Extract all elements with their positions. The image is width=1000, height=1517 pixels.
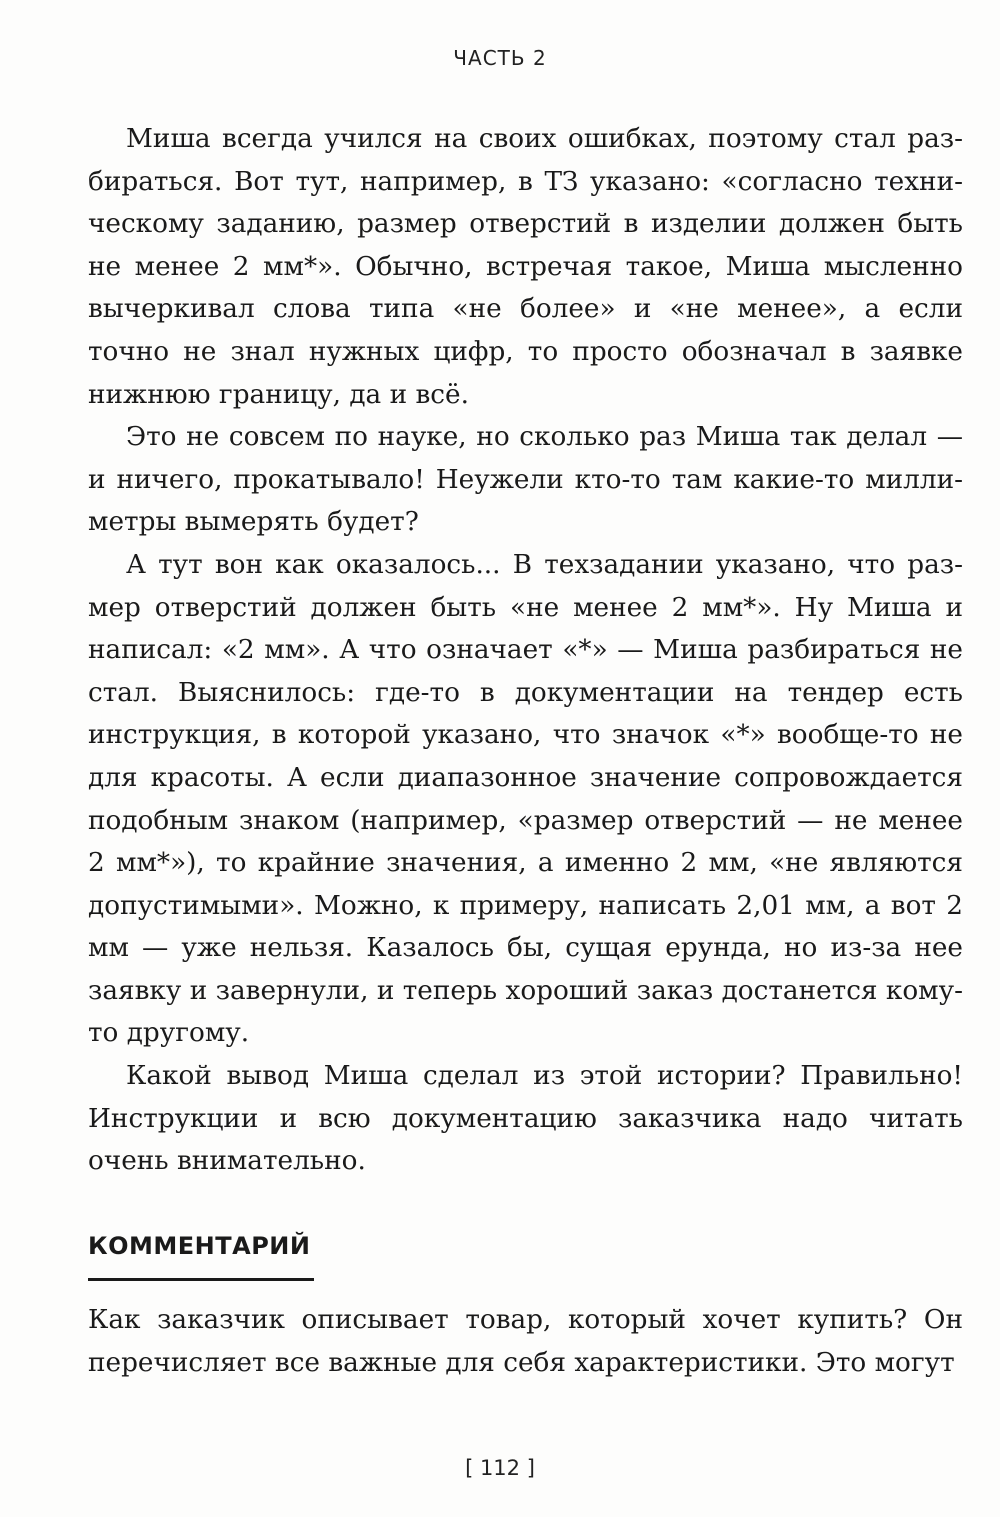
paragraph: А тут вон как оказалось... В техзадании указано, что размер отверстий должен быть «не менее 2 мм*». Ну Миша и написал: «2 мм». А что означает «*» — Миша разбираться не стал. Выяснилось: где-то в документации на тендер есть инструкция, в которой указано, что значок «*» вообще-то не для красоты. А если диапазонное значение сопровождается подобным знаком (например, «размер отверстий — не менее 2 мм*»), то крайние значения, а именно 2 мм, «не являются допустимыми». Можно, к примеру, написать 2,01 мм, а вот 2 мм — уже нельзя. Казалось бы, сущая ерунда, но из-за нее заявку и завернули, и теперь хороший заказ достанется кому-то другому.	[88, 549, 963, 1049]
paragraph: Это не совсем по науке, но сколько раз Миша так делал — и ничего, прокатывало! Неужели кто-то там какие-то миллиметры вымерять будет?	[88, 422, 963, 538]
body-text	[88, 118, 963, 1183]
paragraph: Какой вывод Миша сделал из этой истории? Правильно! Инструкции и всю документацию заказчика надо читать очень внимательно.	[88, 1061, 963, 1177]
paragraph: Миша всегда учился на своих ошибках, поэтому стал разбираться. Вот тут, например, в ТЗ указано: «согласно техническому заданию, размер отверстий в изделии должен быть не менее 2 мм*». Обычно, встречая такое, Миша мысленно вычеркивал слова типа «не более» и «не менее», а если точно не знал нужных цифр, то просто обозначал в заявке нижнюю границу, да и всё.	[88, 124, 963, 410]
page-number: [ 112 ]	[465, 1456, 535, 1480]
heading-underline	[88, 1278, 314, 1281]
section-heading: КОММЕНТАРИЙ	[88, 1232, 311, 1260]
running-head: ЧАСТЬ 2	[453, 46, 547, 70]
comment-section	[88, 1226, 963, 1384]
section-paragraph: Как заказчик описывает товар, который хочет купить? Он перечисляет все важные для себя характеристики. Это могут	[88, 1305, 963, 1378]
